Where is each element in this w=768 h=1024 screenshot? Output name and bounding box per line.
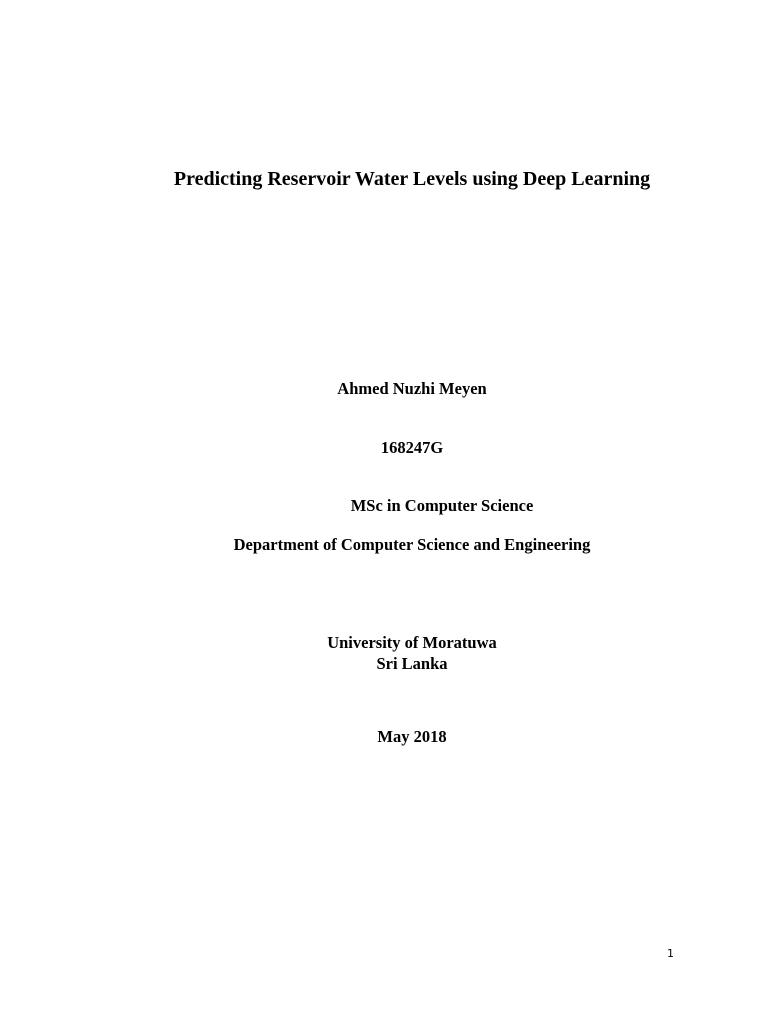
thesis-title: Predicting Reservoir Water Levels using Deep Learning [173,168,651,190]
student-id: 168247G [380,438,444,457]
department-name: Department of Computer Science and Engineering [233,535,591,554]
degree-name: MSc in Computer Science [350,496,534,515]
submission-date: May 2018 [377,727,447,746]
university-name: University of Moratuwa [327,633,497,652]
author-name: Ahmed Nuzhi Meyen [337,379,487,398]
country-name: Sri Lanka [376,654,448,673]
page-number: 1 [667,947,674,960]
